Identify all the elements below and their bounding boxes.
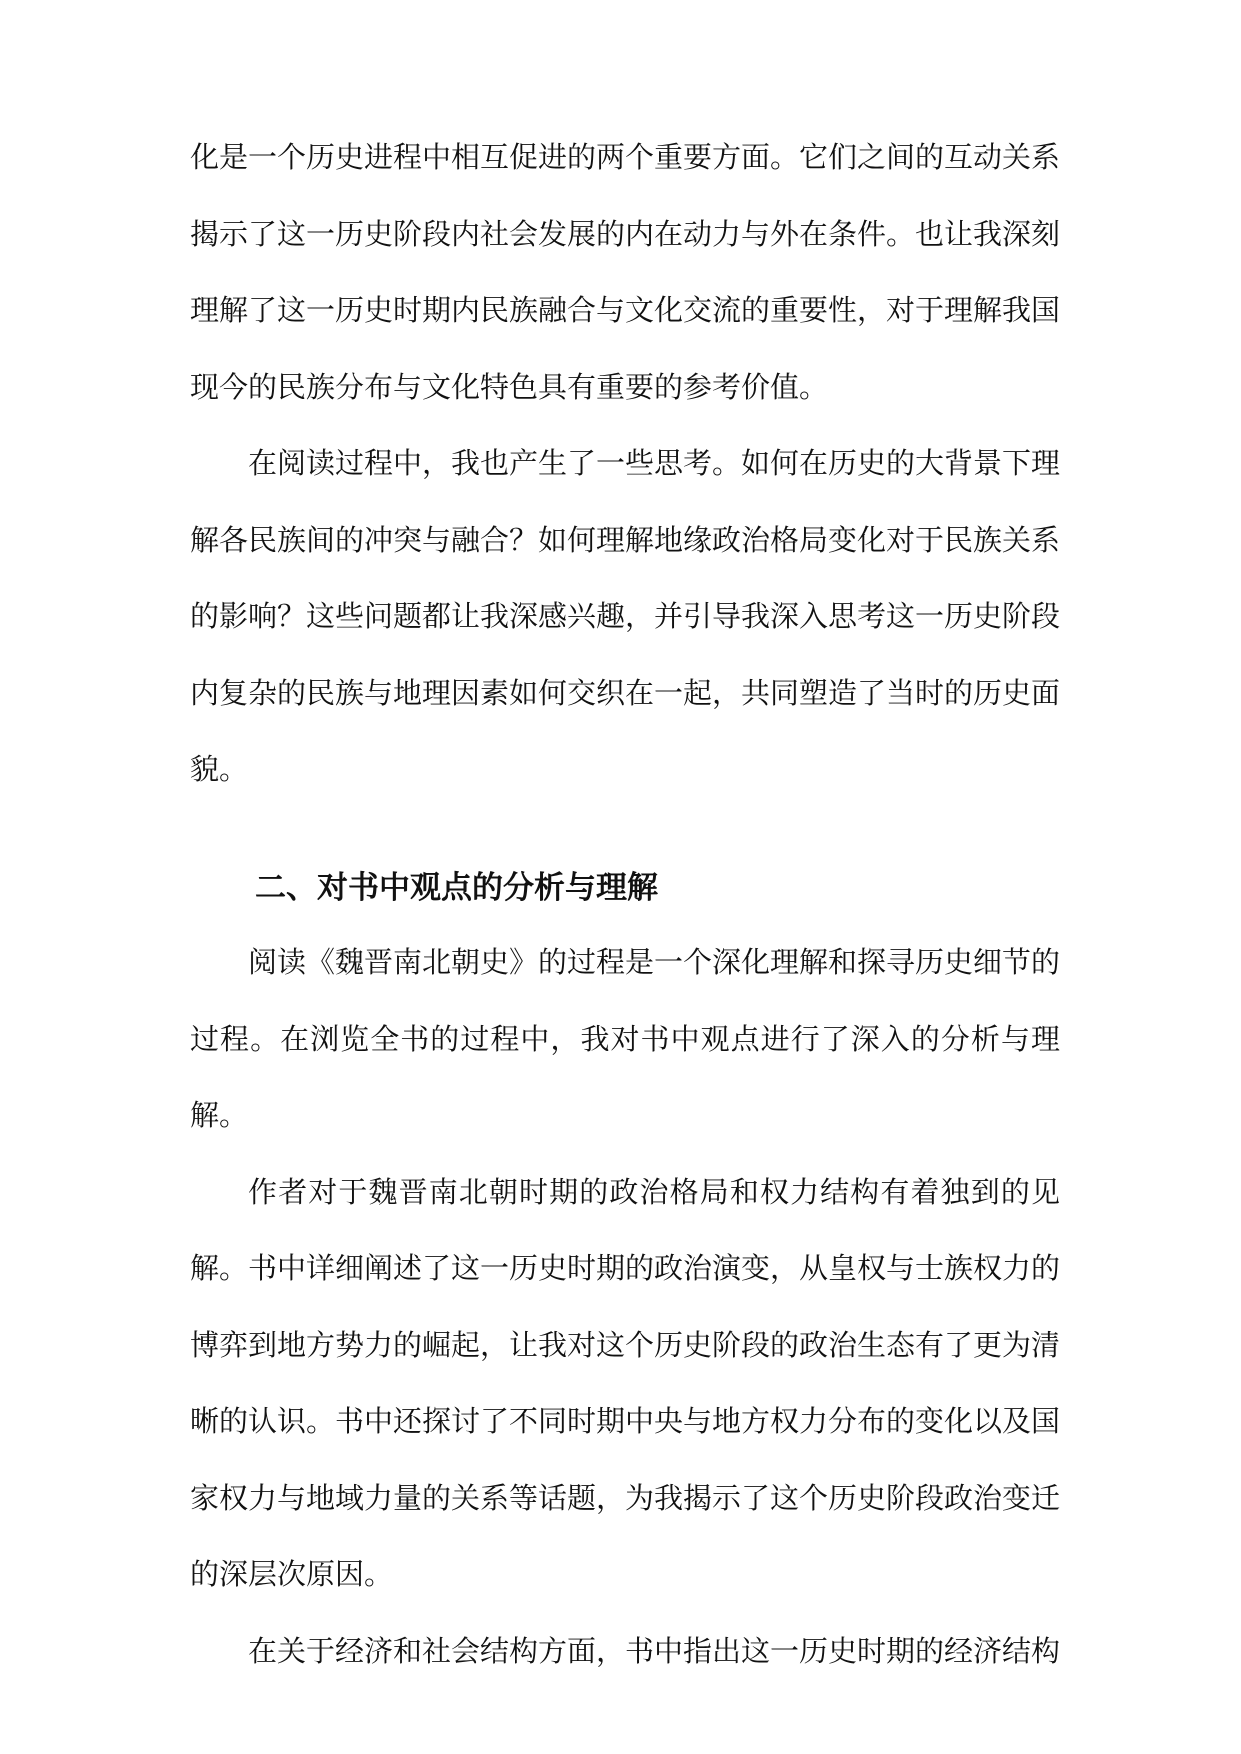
paragraph-economy: 在关于经济和社会结构方面，书中指出这一历史时期的经济结构 xyxy=(248,1633,1061,1668)
paragraph-politics: 作者对于魏晋南北朝时期的政治格局和权力结构有着独到的见解。书中详细阐述了这一历史时期的政治演变，从皇权与士族权力的博弈到地方势力的崛起，让我对这个历史阶段的政治生态有了更为清晰的认识。书中还探讨了不同时期中央与地方权力分布的变化以及国家权力与地域力量的关系等话题，为我揭示了这个历史阶段政治变迁的深层次原因。 xyxy=(190,1174,1061,1591)
paragraph-reflection: 在阅读过程中，我也产生了一些思考。如何在历史的大背景下理解各民族间的冲突与融合？如何理解地缘政治格局变化对于民族关系的影响？这些问题都让我深感兴趣，并引导我深入思考这一历史阶段内复杂的民族与地理因素如何交织在一起，共同塑造了当时的历史面貌。 xyxy=(190,446,1061,786)
body-text-lower xyxy=(190,924,1060,1689)
paragraph-intro: 阅读《魏晋南北朝史》的过程是一个深化理解和探寻历史细节的过程。在浏览全书的过程中，我对书中观点进行了深入的分析与理解。 xyxy=(190,945,1061,1132)
section-heading: 二、对书中观点的分析与理解 xyxy=(255,870,658,906)
body-text-upper xyxy=(190,119,1060,808)
paragraph-continuation: 化是一个历史进程中相互促进的两个重要方面。它们之间的互动关系揭示了这一历史阶段内社会发展的内在动力与外在条件。也让我深刻理解了这一历史时期内民族融合与文化交流的重要性，对于理解我国现今的民族分布与文化特色具有重要的参考价值。 xyxy=(190,140,1061,404)
